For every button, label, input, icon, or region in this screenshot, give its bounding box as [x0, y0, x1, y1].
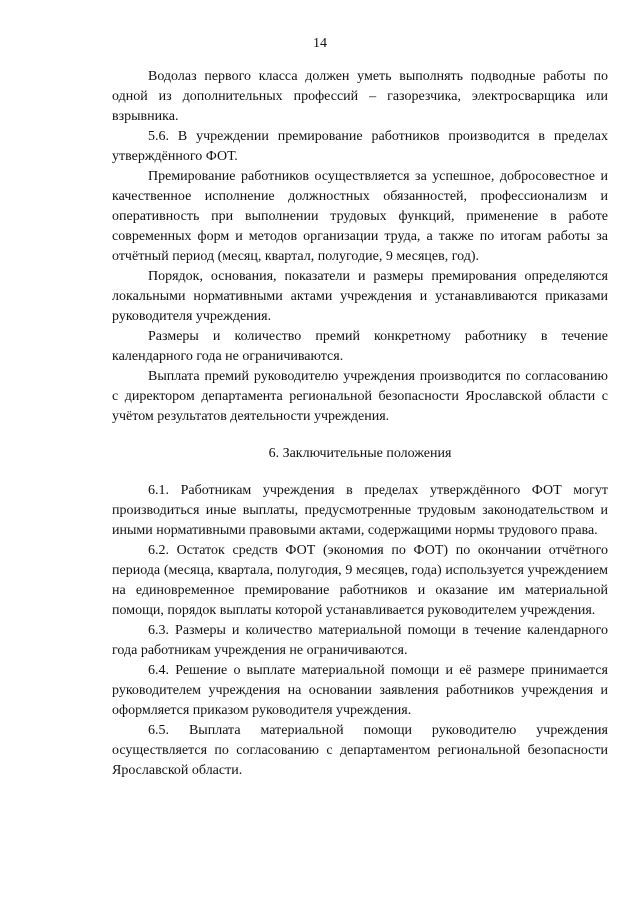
- paragraph-6-4: 6.4. Решение о выплате материальной помощи и её размере принимается руководителем учреждения на основании заявления работников учреждения и оформляется приказом руководителя учреждения.: [112, 663, 608, 718]
- paragraph-6-5: 6.5. Выплата материальной помощи руководителю учреждения осуществляется по согласованию с департаментом региональной безопасности Ярославской области.: [112, 723, 608, 778]
- paragraph-5-6: 5.6. В учреждении премирование работников производится в пределах утверждённого ФОТ.: [112, 129, 608, 164]
- paragraph-bonus-limits: Размеры и количество премий конкретному работнику в течение календарного года не ограничиваются.: [112, 329, 608, 364]
- document-body: [112, 67, 608, 781]
- paragraph-6-2: 6.2. Остаток средств ФОТ (экономия по ФОТ) по окончании отчётного периода (месяца, квартала, полугодия, 9 месяцев, года) используется учреждением на единовременное премирование работников и оказание им материальной помощи, порядок выплаты которой устанавливается руководителем учреждения.: [112, 543, 608, 618]
- section-heading: 6. Заключительные положения: [268, 446, 452, 461]
- paragraph-bonus-criteria: Премирование работников осуществляется за успешное, добросовестное и качественное исполнение должностных обязанностей, профессионализм и оперативность при выполнении трудовых функций, применение в работе современных форм и методов организации труда, а также по итогам работы за отчётный период (месяц, квартал, полугодие, 9 месяцев, год).: [112, 169, 608, 264]
- paragraph-head-bonus: Выплата премий руководителю учреждения производится по согласованию с директором департамента региональной безопасности Ярославской области с учётом результатов деятельности учреждения.: [112, 369, 608, 424]
- paragraph-diver-requirements: Водолаз первого класса должен уметь выполнять подводные работы по одной из дополнительных профессий – газорезчика, электросварщика или взрывника.: [112, 69, 608, 124]
- paragraph-6-3: 6.3. Размеры и количество материальной помощи в течение календарного года работникам учреждения не ограничиваются.: [112, 623, 608, 658]
- paragraph-bonus-procedure: Порядок, основания, показатели и размеры премирования определяются локальными нормативными актами учреждения и устанавливаются приказами руководителя учреждения.: [112, 269, 608, 324]
- page-number: 14: [313, 36, 327, 51]
- paragraph-6-1: 6.1. Работникам учреждения в пределах утверждённого ФОТ могут производиться иные выплаты, предусмотренные трудовым законодательством и иными нормативными правовыми актами, содержащими нормы трудового права.: [112, 483, 608, 538]
